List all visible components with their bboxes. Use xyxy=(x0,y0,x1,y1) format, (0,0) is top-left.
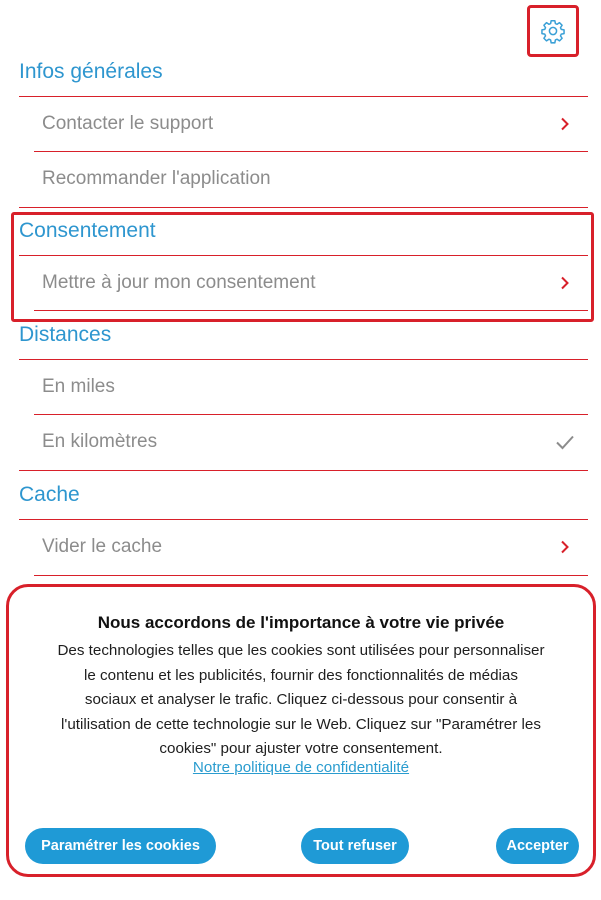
divider xyxy=(19,207,588,208)
accept-button[interactable]: Accepter xyxy=(496,828,579,864)
row-recommend-app[interactable] xyxy=(34,152,588,206)
consent-line: cookies" pour ajuster votre consentement. xyxy=(159,740,443,757)
row-label: Contacter le support xyxy=(42,113,214,134)
section-title-cache: Cache xyxy=(19,483,80,506)
chevron-right-icon xyxy=(554,113,576,135)
consent-banner xyxy=(6,584,596,877)
row-label: En kilomètres xyxy=(42,431,158,452)
consent-title: Nous accordons de l'importance à votre vie privée xyxy=(97,613,505,632)
consent-description xyxy=(23,639,579,762)
gear-icon xyxy=(540,18,566,44)
check-icon xyxy=(554,431,576,453)
consent-line: sociaux et analyser le trafic. Cliquez ci-dessous pour consentir à xyxy=(84,691,518,708)
divider xyxy=(19,470,588,471)
privacy-policy-link[interactable]: Notre politique de confidentialité xyxy=(192,759,410,776)
chevron-right-icon xyxy=(554,272,576,294)
section-title-infos: Infos générales xyxy=(19,60,163,83)
chevron-right-icon xyxy=(554,536,576,558)
section-title-consent: Consentement xyxy=(19,219,156,242)
row-label: Recommander l'application xyxy=(42,168,271,189)
section-title-distances: Distances xyxy=(19,323,112,346)
consent-line: le contenu et les publicités, fournir des fonctionnalités de médias xyxy=(84,666,518,684)
row-update-consent[interactable] xyxy=(34,256,588,310)
row-label: Mettre à jour mon consentement xyxy=(42,272,316,293)
row-label: Vider le cache xyxy=(42,536,163,557)
divider xyxy=(34,310,588,311)
row-label: En miles xyxy=(42,376,115,397)
row-contact-support[interactable] xyxy=(34,97,588,151)
refuse-all-button[interactable]: Tout refuser xyxy=(301,828,409,864)
divider xyxy=(34,575,588,576)
cookie-settings-button[interactable]: Paramétrer les cookies xyxy=(25,828,216,864)
row-miles[interactable] xyxy=(34,360,588,414)
consent-line: Des technologies telles que les cookies sont utilisées pour personnaliser xyxy=(57,642,545,659)
settings-button[interactable] xyxy=(527,5,579,57)
row-clear-cache[interactable] xyxy=(34,520,588,574)
row-kilometers[interactable] xyxy=(34,415,588,469)
consent-line: l'utilisation de cette technologie sur le Web. Cliquez sur "Paramétrer les xyxy=(61,715,541,733)
